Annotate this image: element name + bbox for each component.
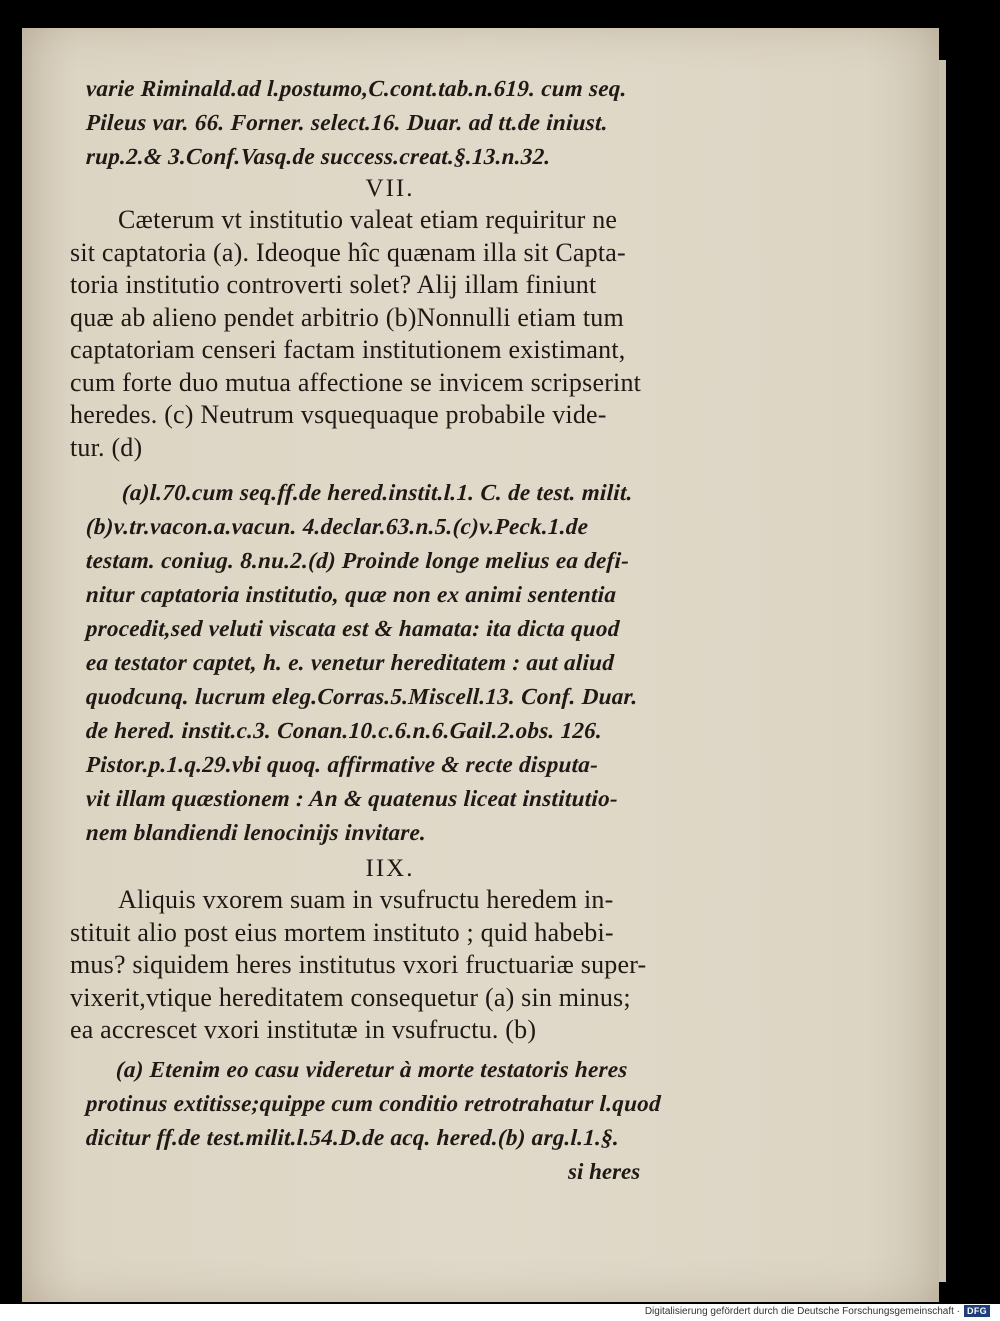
catchword: si heres xyxy=(568,1158,641,1184)
footnote-line: testam. coniug. 8.nu.2.(d) Proinde longe melius ea defi- xyxy=(85,548,630,573)
footnote-line: Pistor.p.1.q.29.vbi quoq. affirmative & recte disputa- xyxy=(85,752,599,777)
footnote-line: ea testator captet, h. e. venetur hereditatem : aut aliud xyxy=(85,650,615,675)
top-footnote-line: rup.2.& 3.Conf.Vasq.de success.creat.§.13.n.32. xyxy=(85,144,552,169)
dfg-logo-icon: DFG xyxy=(964,1305,990,1317)
paragraph-line: cum forte duo mutua affectione se invicem scripserint xyxy=(70,367,642,397)
footnote-line: (a) Etenim eo casu videretur à morte testatoris heres xyxy=(115,1056,629,1082)
footnote-line: (a)l.70.cum seq.ff.de hered.instit.l.1. C. de test. milit. xyxy=(121,480,634,505)
paragraph-line: toria institutio controverti solet? Alij illam finiunt xyxy=(70,270,597,299)
footnote-line: nem blandiendi lenocinijs invitare. xyxy=(85,820,427,845)
section-heading-iix: IIX. xyxy=(365,855,415,882)
paragraph-line: mus? siquidem heres institutus vxori fructuariæ super- xyxy=(70,950,647,979)
paragraph-line: Cæterum vt institutio valeat etiam requiritur ne xyxy=(118,205,618,234)
paragraph-line: ea accrescet vxori institutæ in vsufructu. (b) xyxy=(70,1015,537,1044)
paragraph-line: sit captatoria (a). Ideoque hîc quænam illa sit Capta- xyxy=(70,237,626,267)
footnote-line: de hered. instit.c.3. Conan.10.c.6.n.6.Gail.2.obs. 126. xyxy=(85,718,603,743)
footnote-line: dicitur ff.de test.milit.l.54.D.de acq. hered.(b) arg.l.1.§. xyxy=(85,1124,620,1150)
paragraph-line: tur. (d) xyxy=(70,432,143,462)
page-text xyxy=(30,72,690,1189)
footnote-line: (b)v.tr.vacon.a.vacun. 4.declar.63.n.5.(c)v.Peck.1.de xyxy=(85,514,589,539)
paragraph-line: quæ ab alieno pendet arbitrio (b)Nonnulli etiam tum xyxy=(70,302,624,332)
section-heading-vii: VII. xyxy=(365,175,415,202)
digitization-credit: Digitalisierung gefördert durch die Deutsche Forschungsgemeinschaft · xyxy=(644,1306,960,1317)
paragraph-line: heredes. (c) Neutrum vsquequaque probabile vide- xyxy=(70,400,607,429)
footnote-line: vit illam quæstionem : An & quatenus liceat institutio- xyxy=(85,786,619,811)
top-footnote-line: Pileus var. 66. Forner. select.16. Duar. ad tt.de iniust. xyxy=(85,110,609,135)
paragraph-line: captatoriam censeri factam institutionem existimant, xyxy=(70,335,626,364)
footnote-line: procedit,sed veluti viscata est & hamata: ita dicta quod xyxy=(85,616,621,641)
paragraph-line: vixerit,vtique hereditatem consequetur (a) sin minus; xyxy=(70,982,631,1012)
top-footnote-line: varie Riminald.ad l.postumo,C.cont.tab.n.619. cum seq. xyxy=(85,76,628,101)
footnote-line: quodcunq. lucrum eleg.Corras.5.Miscell.13. Conf. Duar. xyxy=(85,684,639,709)
footnote-line: protinus extitisse;quippe cum conditio retrotrahatur l.quod xyxy=(85,1090,662,1116)
paragraph-line: stituit alio post eius mortem instituto ; quid habebi- xyxy=(70,917,614,947)
paragraph-line: Aliquis vxorem suam in vsufructu heredem in- xyxy=(118,885,614,914)
footnote-line: nitur captatoria institutio, quæ non ex animi sententia xyxy=(85,582,617,607)
